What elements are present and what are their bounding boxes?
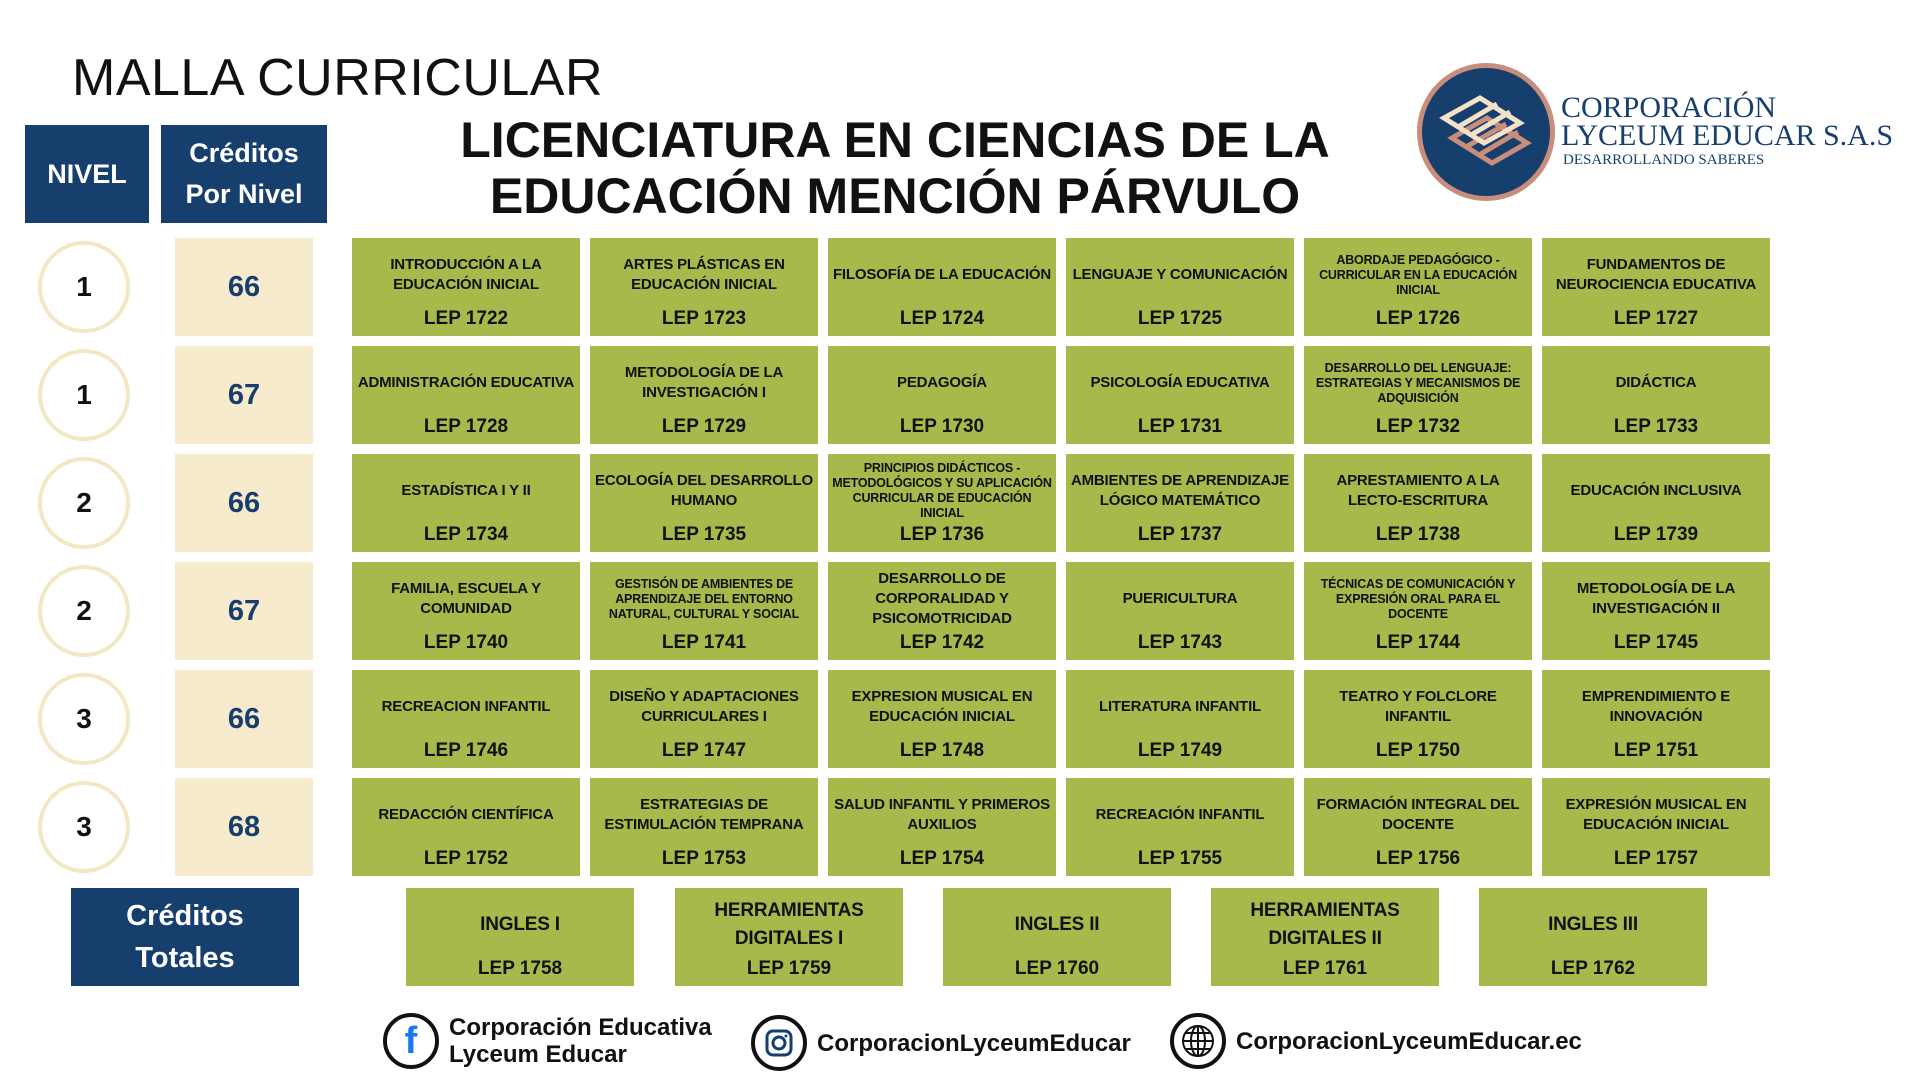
course-title: HERRAMIENTAS DIGITALES I [714,900,864,949]
course-code: LEP 1756 [1375,848,1461,869]
course-cell [352,670,580,768]
course-code: LEP 1729 [661,416,747,437]
course-title: PUERICULTURA [1122,590,1238,607]
course-code: LEP 1753 [661,848,747,869]
course-code: LEP 1744 [1375,632,1461,653]
course-code: LEP 1722 [423,308,509,329]
program-title [420,112,1370,224]
page-heading: MALLA CURRICULAR [72,49,604,107]
course-title: GESTISÓN DE AMBIENTES DE APRENDIZAJE DEL ENTORNO NATURAL, CULTURAL Y SOCIAL [608,576,800,621]
course-code: LEP 1747 [661,740,747,761]
course-title: DIDÁCTICA [1615,374,1697,391]
course-cell [352,346,580,444]
course-code: LEP 1739 [1613,524,1699,545]
course-title: ADMINISTRACIÓN EDUCATIVA [357,374,575,391]
course-code: LEP 1760 [1014,958,1100,979]
nivel-circle: 1 [38,349,130,441]
creditos-box: 67 [175,562,313,660]
course-title: RECREACION INFANTIL [381,698,551,715]
course-title: LITERATURA INFANTIL [1098,698,1261,715]
elective-cell [675,888,903,986]
course-code: LEP 1751 [1613,740,1699,761]
course-code: LEP 1731 [1137,416,1223,437]
course-cell [1066,238,1294,336]
instagram-link[interactable] [751,1015,1131,1071]
course-code: LEP 1730 [899,416,985,437]
facebook-icon: f [383,1013,439,1069]
course-code: LEP 1752 [423,848,509,869]
course-cell [828,670,1056,768]
course-title: METODOLOGÍA DE LA INVESTIGACIÓN II [1576,580,1736,617]
course-title: FUNDAMENTOS DE NEUROCIENCIA EDUCATIVA [1555,256,1757,293]
course-code: LEP 1728 [423,416,509,437]
course-cell [352,238,580,336]
instagram-label: CorporacionLyceumEducar [817,1029,1131,1057]
course-title: ESTRATEGIAS DE ESTIMULACIÓN TEMPRANA [604,796,804,833]
course-title: INGLES III [1548,914,1638,935]
course-cell [1542,778,1770,876]
course-title: TÉCNICAS DE COMUNICACIÓN Y EXPRESIÓN ORAL PARA EL DOCENTE [1320,576,1516,621]
creditos-totales-box [71,888,299,986]
course-title: FAMILIA, ESCUELA Y COMUNIDAD [391,580,541,617]
nivel-circle: 3 [38,781,130,873]
course-title: EXPRESION MUSICAL EN EDUCACIÓN INICIAL [851,688,1033,725]
course-code: LEP 1761 [1282,958,1368,979]
course-cell [590,454,818,552]
instagram-icon [751,1015,807,1071]
logo-emblem-icon [1417,63,1555,201]
course-code: LEP 1736 [899,524,985,545]
nivel-circle: 3 [38,673,130,765]
elective-cell [943,888,1171,986]
course-title: APRESTAMIENTO A LA LECTO-ESCRITURA [1336,472,1500,509]
facebook-label: Corporación Educativa Lyceum Educar [449,1014,712,1068]
course-code: LEP 1758 [477,958,563,979]
course-title: INGLES I [480,914,560,935]
nivel-circle: 1 [38,241,130,333]
course-title: EXPRESIÓN MUSICAL EN EDUCACIÓN INICIAL [1565,796,1747,833]
course-title: EDUCACIÓN INCLUSIVA [1570,482,1742,499]
facebook-link[interactable] [383,1013,729,1069]
course-cell [352,562,580,660]
course-title: METODOLOGÍA DE LA INVESTIGACIÓN I [624,364,784,401]
course-cell [1542,454,1770,552]
course-code: LEP 1745 [1613,632,1699,653]
course-cell [1304,238,1532,336]
nivel-circle: 2 [38,565,130,657]
course-code: LEP 1750 [1375,740,1461,761]
course-code: LEP 1740 [423,632,509,653]
course-title: REDACCIÓN CIENTÍFICA [378,806,554,823]
creditos-box: 66 [175,454,313,552]
course-cell [590,562,818,660]
course-cell [1066,778,1294,876]
course-cell [1304,562,1532,660]
nivel-header: NIVEL [25,125,149,223]
course-cell [352,454,580,552]
course-title: HERRAMIENTAS DIGITALES II [1250,900,1400,949]
course-cell [828,778,1056,876]
course-code: LEP 1724 [899,308,985,329]
course-title: PRINCIPIOS DIDÁCTICOS - METODOLÓGICOS Y SU APLICACIÓN CURRICULAR DE EDUCACIÓN INICIAL [832,461,1052,520]
program-title-line2: EDUCACIÓN MENCIÓN PÁRVULO [489,168,1301,224]
course-title: DISEÑO Y ADAPTACIONES CURRICULARES I [609,688,799,725]
course-cell [828,562,1056,660]
course-code: LEP 1762 [1550,958,1636,979]
course-code: LEP 1748 [899,740,985,761]
course-title: ARTES PLÁSTICAS EN EDUCACIÓN INICIAL [623,256,785,293]
course-title: LENGUAJE Y COMUNICACIÓN [1072,266,1288,283]
course-cell [1066,562,1294,660]
course-cell [1542,238,1770,336]
program-title-line1: LICENCIATURA EN CIENCIAS DE LA [460,112,1330,168]
course-cell [1066,670,1294,768]
course-code: LEP 1755 [1137,848,1223,869]
course-code: LEP 1734 [423,524,509,545]
course-cell [352,778,580,876]
course-code: LEP 1726 [1375,308,1461,329]
course-title: TEATRO Y FOLCLORE INFANTIL [1339,688,1497,725]
course-cell [590,346,818,444]
course-title: AMBIENTES DE APRENDIZAJE LÓGICO MATEMÁTICO [1070,472,1289,509]
course-code: LEP 1741 [661,632,747,653]
course-cell [590,778,818,876]
company-logo [1417,63,1897,203]
course-title: PSICOLOGÍA EDUCATIVA [1090,374,1270,391]
course-code: LEP 1727 [1613,308,1699,329]
creditos-box: 68 [175,778,313,876]
nivel-circle: 2 [38,457,130,549]
course-code: LEP 1725 [1137,308,1223,329]
course-cell [1542,670,1770,768]
course-code: LEP 1737 [1137,524,1223,545]
course-title: ABORDAJE PEDAGÓGICO - CURRICULAR EN LA EDUCACIÓN INICIAL [1319,252,1517,297]
course-cell [1304,778,1532,876]
course-code: LEP 1749 [1137,740,1223,761]
course-cell [1542,562,1770,660]
course-title: ECOLOGÍA DEL DESARROLLO HUMANO [595,472,813,509]
logo-text-line2: LYCEUM EDUCAR S.A.S [1561,119,1894,152]
course-title: PEDAGOGÍA [897,374,987,391]
globe-icon [1170,1013,1226,1069]
course-code: LEP 1757 [1613,848,1699,869]
course-cell [828,346,1056,444]
creditos-box: 66 [175,238,313,336]
course-title: DESARROLLO DE CORPORALIDAD Y PSICOMOTRICIDAD [872,570,1012,627]
creditos-box: 67 [175,346,313,444]
course-title: INGLES II [1014,914,1100,935]
course-title: ESTADÍSTICA I Y II [401,482,531,499]
creditos-box: 66 [175,670,313,768]
course-code: LEP 1754 [899,848,985,869]
course-title: EMPRENDIMIENTO E INNOVACIÓN [1581,688,1731,725]
course-cell [590,238,818,336]
course-code: LEP 1723 [661,308,747,329]
course-cell [1304,454,1532,552]
elective-cell [1479,888,1707,986]
course-cell [828,454,1056,552]
logo-tagline: DESARROLLANDO SABERES [1563,152,1765,168]
course-title: FILOSOFÍA DE LA EDUCACIÓN [832,266,1052,283]
course-cell [1542,346,1770,444]
elective-cell [406,888,634,986]
creditos-por-nivel-label: Créditos Por Nivel [185,138,303,209]
course-cell [828,238,1056,336]
course-title: INTRODUCCIÓN A LA EDUCACIÓN INICIAL [390,256,542,293]
course-title: SALUD INFANTIL Y PRIMEROS AUXILIOS [834,796,1050,833]
course-cell [1066,346,1294,444]
course-title: RECREACIÓN INFANTIL [1095,806,1265,823]
website-label: CorporacionLyceumEducar.ec [1236,1027,1582,1055]
course-code: LEP 1735 [661,524,747,545]
course-cell [1304,670,1532,768]
course-title: DESARROLLO DEL LENGUAJE: ESTRATEGIAS Y MECANISMOS DE ADQUISICIÓN [1315,360,1521,405]
course-code: LEP 1746 [423,740,509,761]
course-code: LEP 1733 [1613,416,1699,437]
course-cell [1304,346,1532,444]
course-code: LEP 1732 [1375,416,1461,437]
course-cell [1066,454,1294,552]
course-code: LEP 1743 [1137,632,1223,653]
course-cell [590,670,818,768]
elective-cell [1211,888,1439,986]
creditos-por-nivel-header [161,125,327,223]
course-code: LEP 1738 [1375,524,1461,545]
course-code: LEP 1742 [899,632,985,653]
course-code: LEP 1759 [746,958,832,979]
course-title: FORMACIÓN INTEGRAL DEL DOCENTE [1316,796,1520,833]
creditos-totales-label: Créditos Totales [126,900,244,974]
website-link[interactable] [1170,1013,1582,1069]
logo-text-line1: CORPORACIÓN [1561,91,1777,124]
